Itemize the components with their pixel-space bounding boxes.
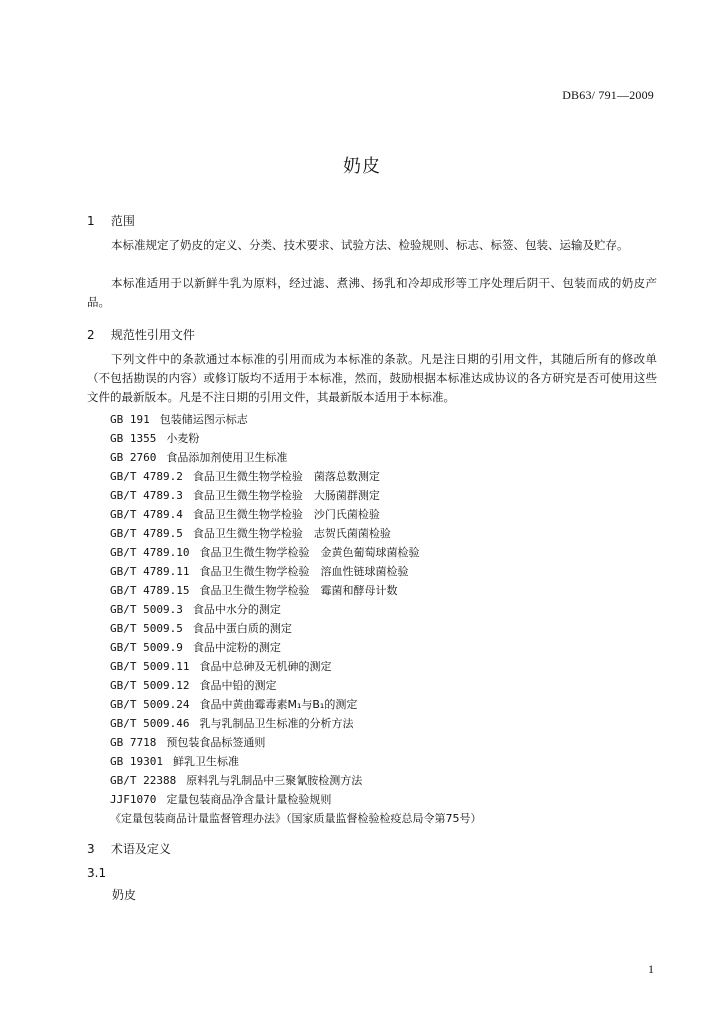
reference-code: GB/T 4789.4 xyxy=(110,508,183,521)
reference-name: 食品中水分的测定 xyxy=(192,603,281,616)
reference-item xyxy=(110,543,670,562)
reference-item xyxy=(110,524,670,543)
reference-name: 食品中淀粉的测定 xyxy=(192,641,281,654)
reference-code: GB/T 4789.15 xyxy=(110,584,190,597)
reference-item xyxy=(110,410,670,429)
reference-code: GB/T 4789.11 xyxy=(110,565,190,578)
section-2-heading xyxy=(87,326,195,343)
reference-name: 预包装食品标签通则 xyxy=(166,736,266,749)
reference-name: 食品中总砷及无机砷的测定 xyxy=(199,660,332,673)
term-name: 奶皮 xyxy=(112,888,137,902)
section-number: 3 xyxy=(87,842,95,856)
reference-code: GB/T 22388 xyxy=(110,774,177,787)
section-number: 1 xyxy=(87,214,95,228)
reference-name: 包装储运图示标志 xyxy=(159,413,248,426)
section-title: 术语及定义 xyxy=(110,842,171,856)
reference-name: 食品中铅的测定 xyxy=(199,679,277,692)
reference-code: GB 191 xyxy=(110,413,150,426)
reference-name: 食品卫生微生物学检验 菌落总数测定 xyxy=(192,470,380,483)
reference-item xyxy=(110,486,670,505)
reference-code: GB/T 4789.3 xyxy=(110,489,183,502)
standard-code: DB63/ 791—2009 xyxy=(562,88,654,102)
reference-item xyxy=(110,714,670,733)
reference-item xyxy=(110,638,670,657)
reference-name: 食品卫生微生物学检验 溶血性链球菌检验 xyxy=(199,565,409,578)
reference-code: GB/T 4789.2 xyxy=(110,470,183,483)
reference-name: 食品卫生微生物学检验 大肠菌群测定 xyxy=(192,489,380,502)
reference-code: GB 7718 xyxy=(110,736,157,749)
reference-name: 食品中蛋白质的测定 xyxy=(192,622,292,635)
reference-name: 食品添加剂使用卫生标准 xyxy=(166,451,288,464)
reference-item xyxy=(110,771,670,790)
reference-item xyxy=(110,752,670,771)
reference-item xyxy=(110,581,670,600)
page-number: 1 xyxy=(648,962,654,976)
reference-code: GB/T 5009.11 xyxy=(110,660,190,673)
section-number: 2 xyxy=(87,328,95,342)
reference-item xyxy=(110,657,670,676)
section-3-heading xyxy=(87,840,171,857)
reference-item xyxy=(110,695,670,714)
section-1-paragraph-1: 本标准规定了奶皮的定义、分类、技术要求、试验方法、检验规则、标志、标签、包装、运输及贮存。 xyxy=(111,238,629,252)
term-number: 3.1 xyxy=(87,866,107,880)
reference-code: GB/T 5009.24 xyxy=(110,698,190,711)
section-1-paragraph-2: 本标准适用于以新鲜牛乳为原料，经过滤、煮沸、扬乳和冷却成形等工序处理后阴干、包装而成的奶皮产品。 xyxy=(87,276,657,309)
reference-item xyxy=(110,619,670,638)
reference-code: GB/T 5009.3 xyxy=(110,603,183,616)
reference-name: 原料乳与乳制品中三聚氰胺检测方法 xyxy=(186,774,363,787)
reference-code: GB/T 5009.5 xyxy=(110,622,183,635)
section-2-paragraph-1: 下列文件中的条款通过本标准的引用而成为本标准的条款。凡是注日期的引用文件，其随后所有的修改单（不包括勘误的内容）或修订版均不适用于本标准，然而，鼓励根据本标准达成协议的各方研究是否可使用这些文件的最新版本。凡是不注日期的引用文件，其最新版本适用于本标准。 xyxy=(87,352,657,404)
reference-item xyxy=(110,676,670,695)
reference-code: GB/T 4789.5 xyxy=(110,527,183,540)
reference-item xyxy=(110,600,670,619)
reference-name: 食品卫生微生物学检验 霉菌和酵母计数 xyxy=(199,584,398,597)
reference-code: JJF1070 xyxy=(110,793,157,806)
reference-code: GB/T 5009.12 xyxy=(110,679,190,692)
reference-item xyxy=(110,809,670,828)
section-1-heading xyxy=(87,212,135,229)
reference-item xyxy=(110,429,670,448)
document-title: 奶皮 xyxy=(343,156,381,177)
reference-item xyxy=(110,733,670,752)
reference-item xyxy=(110,790,670,809)
reference-name: 食品卫生微生物学检验 沙门氏菌检验 xyxy=(192,508,380,521)
reference-code: GB 1355 xyxy=(110,432,157,445)
reference-name: 小麦粉 xyxy=(166,432,200,445)
section-title: 范围 xyxy=(110,214,135,228)
reference-code: GB/T 4789.10 xyxy=(110,546,190,559)
reference-name: 乳与乳制品卫生标准的分析方法 xyxy=(199,717,354,730)
reference-item xyxy=(110,467,670,486)
reference-name: 食品卫生微生物学检验 金黄色葡萄球菌检验 xyxy=(199,546,420,559)
reference-item xyxy=(110,448,670,467)
reference-name: 定量包装商品净含量计量检验规则 xyxy=(166,793,332,806)
reference-code: GB 2760 xyxy=(110,451,157,464)
reference-item xyxy=(110,562,670,581)
reference-name: 食品中黄曲霉毒素M₁与B₁的测定 xyxy=(199,698,358,711)
section-title: 规范性引用文件 xyxy=(110,328,195,342)
reference-name: 《定量包装商品计量监督管理办法》（国家质量监督检验检疫总局令第75号） xyxy=(110,812,482,825)
reference-code: GB 19301 xyxy=(110,755,163,768)
reference-name: 食品卫生微生物学检验 志贺氏菌菌检验 xyxy=(192,527,391,540)
normative-references-list xyxy=(110,410,670,828)
reference-item xyxy=(110,505,670,524)
reference-code: GB/T 5009.9 xyxy=(110,641,183,654)
reference-code: GB/T 5009.46 xyxy=(110,717,190,730)
reference-name: 鲜乳卫生标准 xyxy=(172,755,239,768)
